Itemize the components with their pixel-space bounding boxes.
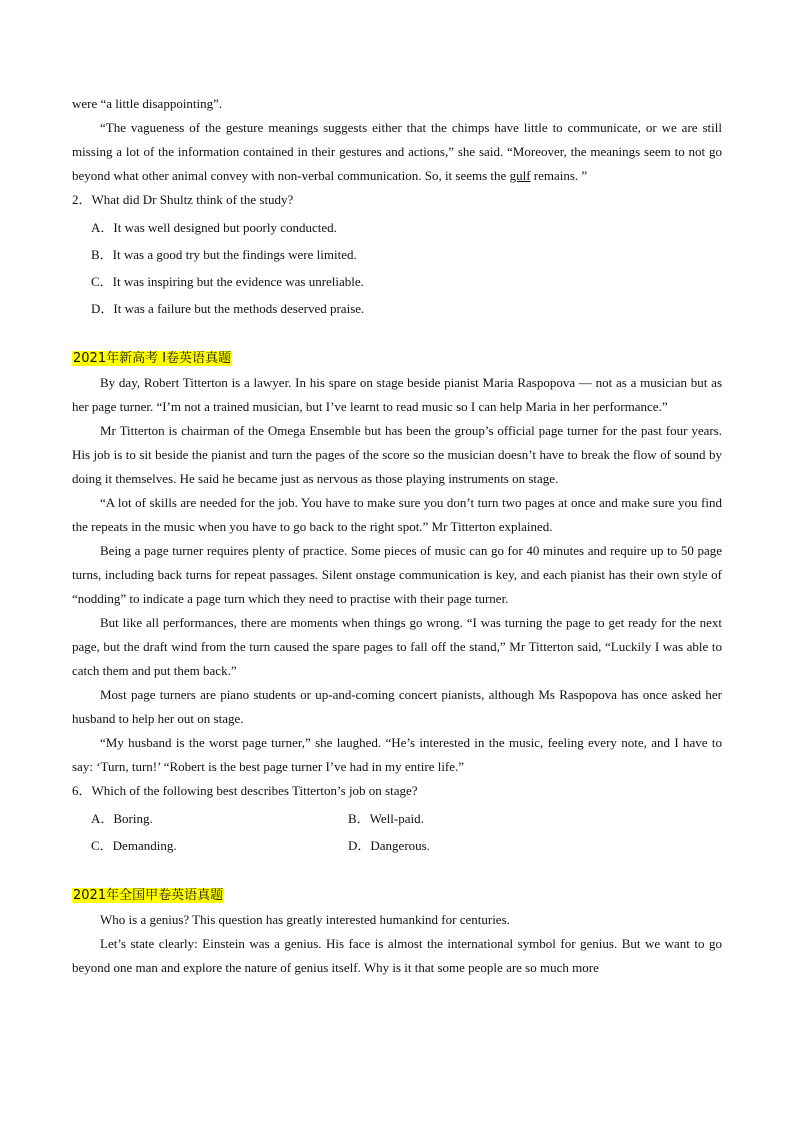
question-2: 2．What did Dr Shultz think of the study? bbox=[72, 192, 294, 207]
option-a: A．Boring. bbox=[91, 811, 153, 826]
options-row bbox=[72, 832, 722, 859]
section-heading-2021-new-gaokao-1: 2021年新高考 I卷英语真题 bbox=[73, 351, 232, 366]
option-b: B．It was a good try but the findings were limited. bbox=[91, 247, 357, 262]
question-2-options bbox=[72, 214, 722, 322]
option-a: A．It was well designed but poorly conducted. bbox=[91, 220, 337, 235]
paragraph: Let’s state clearly: Einstein was a genius. His face is almost the international symbol for genius. But we want to go beyond one man and explore the nature of genius itself. Why is it that some people are so much more bbox=[72, 936, 722, 975]
option-c: C．It was inspiring but the evidence was unreliable. bbox=[91, 274, 364, 289]
option-d: D．It was a failure but the methods deserved praise. bbox=[91, 301, 365, 316]
paragraph: “A lot of skills are needed for the job. You have to make sure you don’t turn two pages at once and make sure you find the repeats in the music when you have to go back to the right spot.” Mr Titterton explained. bbox=[72, 495, 722, 534]
question-6: 6．Which of the following best describes Titterton’s job on stage? bbox=[72, 783, 418, 798]
paragraph: Most page turners are piano students or up-and-coming concert pianists, although Ms Raspopova has once asked her husband to help her out on stage. bbox=[72, 687, 722, 726]
paragraph: Who is a genius? This question has greatly interested humankind for centuries. bbox=[100, 912, 510, 927]
section-heading-2021-national-jia: 2021年全国甲卷英语真题 bbox=[73, 888, 224, 903]
paragraph: “My husband is the worst page turner,” she laughed. “He’s interested in the music, feeling every note, and I have to say: ‘Turn, turn!’ “Robert is the best page turner I’ve had in my entire life.” bbox=[72, 735, 722, 774]
underlined-word: gulf bbox=[509, 168, 531, 183]
paragraph: Being a page turner requires plenty of practice. Some pieces of music can go for 40 minutes and require up to 50 page turns, including back turns for repeat passages. Silent onstage communication is key, and each pianist has their own style of “nodding” to indicate a page turn which they need to practise with their page turner. bbox=[72, 543, 722, 606]
option-c: C．Demanding. bbox=[91, 838, 177, 853]
option-b: B．Well-paid. bbox=[348, 811, 424, 826]
paragraph: Mr Titterton is chairman of the Omega Ensemble but has been the group’s official page turner for the past four years. His job is to sit beside the pianist and turn the pages of the score so the musician doesn’t have to break the flow of sound by doing it themselves. He said he became just as nervous as those playing instruments on stage. bbox=[72, 423, 722, 486]
options-row bbox=[72, 805, 722, 832]
paragraph-quote-shultz: “The vagueness of the gesture meanings suggests either that the chimps have little to communicate, or we are still missing a lot of the information contained in their gestures and actions,” she said. “Moreover, the meanings seem to not go beyond what other animal convey with non-verbal communication. So, it seems the gulf remains. ” bbox=[72, 120, 722, 183]
paragraph-lead: were “a little disappointing”. bbox=[72, 96, 223, 111]
question-6-options bbox=[72, 805, 722, 859]
paragraph: By day, Robert Titterton is a lawyer. In his spare on stage beside pianist Maria Raspopova — not as a musician but as her page turner. “I’m not a trained musician, but I’ve learnt to read music so I can help Maria in her performance.” bbox=[72, 375, 722, 414]
paragraph: But like all performances, there are moments when things go wrong. “I was turning the page to get ready for the next page, but the draft wind from the turn caused the spare pages to fall off the stand,” Mr Titterton said, “Luckily I was able to catch them and put them back.” bbox=[72, 615, 722, 678]
document-page bbox=[72, 92, 722, 980]
option-d: D．Dangerous. bbox=[348, 838, 430, 853]
